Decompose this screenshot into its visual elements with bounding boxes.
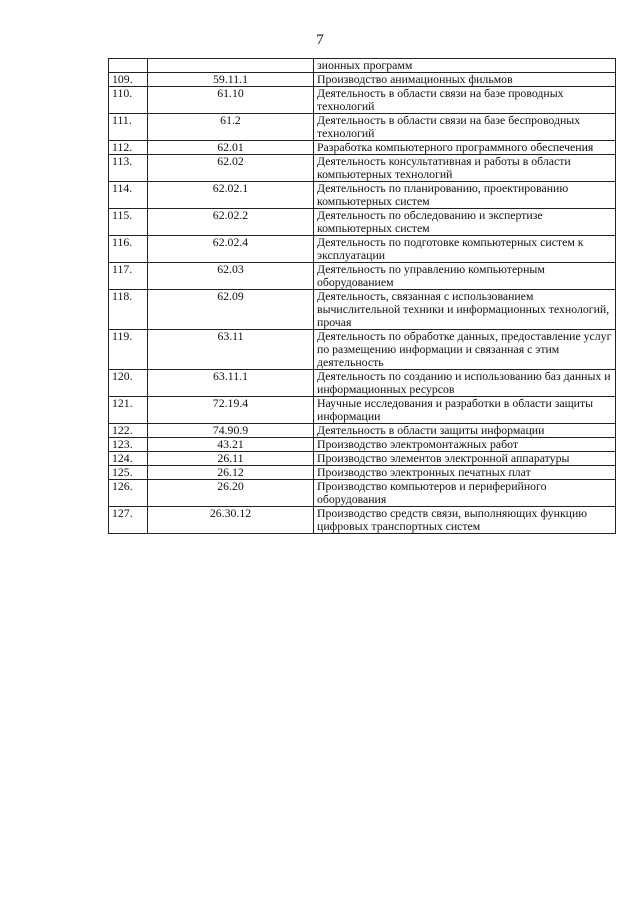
row-number-cell: 109. <box>109 73 148 87</box>
table-body <box>109 59 616 534</box>
table-row <box>109 73 616 87</box>
row-code-cell: 26.30.12 <box>148 507 314 534</box>
table-row <box>109 155 616 182</box>
table-row <box>109 263 616 290</box>
row-description-cell: Производство электромонтажных работ <box>314 438 616 452</box>
row-description-cell: Деятельность по обработке данных, предоставление услуг по размещению информации и связанная с этим деятельность <box>314 330 616 370</box>
row-number-cell: 127. <box>109 507 148 534</box>
table-row <box>109 452 616 466</box>
table-row <box>109 114 616 141</box>
row-code-cell: 63.11.1 <box>148 370 314 397</box>
row-code-cell: 26.12 <box>148 466 314 480</box>
page-number: 7 <box>316 32 324 48</box>
table-row <box>109 182 616 209</box>
row-code-cell: 74.90.9 <box>148 424 314 438</box>
row-description-cell: Деятельность в области связи на базе проводных технологий <box>314 87 616 114</box>
row-code-cell: 62.02 <box>148 155 314 182</box>
table-row <box>109 507 616 534</box>
row-description-cell: Деятельность в области защиты информации <box>314 424 616 438</box>
row-description-cell: Деятельность по обследованию и экспертизе компьютерных систем <box>314 209 616 236</box>
row-number-cell: 123. <box>109 438 148 452</box>
row-number-cell: 121. <box>109 397 148 424</box>
table-row <box>109 87 616 114</box>
row-number-cell: 112. <box>109 141 148 155</box>
row-code-cell: 62.09 <box>148 290 314 330</box>
row-number-cell: 117. <box>109 263 148 290</box>
row-code-cell: 26.11 <box>148 452 314 466</box>
row-description-cell: Деятельность, связанная с использованием вычислительной техники и информационных технологий, прочая <box>314 290 616 330</box>
row-number-cell: 111. <box>109 114 148 141</box>
table-row <box>109 370 616 397</box>
row-description-cell: Производство электронных печатных плат <box>314 466 616 480</box>
row-description-cell: Производство компьютеров и периферийного оборудования <box>314 480 616 507</box>
activities-table <box>108 58 616 534</box>
table-row <box>109 397 616 424</box>
row-number-cell: 114. <box>109 182 148 209</box>
row-number-cell: 113. <box>109 155 148 182</box>
row-description-cell: Деятельность по управлению компьютерным оборудованием <box>314 263 616 290</box>
row-number-cell: 124. <box>109 452 148 466</box>
table-row-continuation <box>109 59 616 73</box>
row-number-cell: 115. <box>109 209 148 236</box>
table-row <box>109 424 616 438</box>
row-code-cell: 72.19.4 <box>148 397 314 424</box>
row-description-cell: Деятельность по планированию, проектированию компьютерных систем <box>314 182 616 209</box>
table-row <box>109 236 616 263</box>
row-number-cell: 126. <box>109 480 148 507</box>
row-code-cell: 62.02.4 <box>148 236 314 263</box>
row-number-cell: 110. <box>109 87 148 114</box>
row-description-cell: Деятельность по созданию и использованию баз данных и информационных ресурсов <box>314 370 616 397</box>
table-row <box>109 438 616 452</box>
row-code-cell: 61.2 <box>148 114 314 141</box>
row-description-cell: Производство средств связи, выполняющих функцию цифровых транспортных систем <box>314 507 616 534</box>
row-description-cell: Деятельность по подготовке компьютерных систем к эксплуатации <box>314 236 616 263</box>
row-number-cell: 122. <box>109 424 148 438</box>
row-number-cell <box>109 59 148 73</box>
table-row <box>109 141 616 155</box>
row-code-cell: 61.10 <box>148 87 314 114</box>
row-number-cell: 125. <box>109 466 148 480</box>
row-description-cell: Деятельность в области связи на базе беспроводных технологий <box>314 114 616 141</box>
row-description-cell: Научные исследования и разработки в области защиты информации <box>314 397 616 424</box>
table-row <box>109 466 616 480</box>
row-description-cell: зионных программ <box>314 59 616 73</box>
row-code-cell: 26.20 <box>148 480 314 507</box>
table-row <box>109 209 616 236</box>
row-number-cell: 116. <box>109 236 148 263</box>
table-row <box>109 290 616 330</box>
table-row <box>109 330 616 370</box>
row-description-cell: Производство элементов электронной аппаратуры <box>314 452 616 466</box>
row-code-cell: 62.03 <box>148 263 314 290</box>
row-number-cell: 118. <box>109 290 148 330</box>
row-description-cell: Деятельность консультативная и работы в области компьютерных технологий <box>314 155 616 182</box>
row-code-cell: 62.02.1 <box>148 182 314 209</box>
row-code-cell: 59.11.1 <box>148 73 314 87</box>
row-number-cell: 120. <box>109 370 148 397</box>
row-code-cell: 43.21 <box>148 438 314 452</box>
table-row <box>109 480 616 507</box>
row-code-cell: 63.11 <box>148 330 314 370</box>
row-number-cell: 119. <box>109 330 148 370</box>
row-description-cell: Разработка компьютерного программного обеспечения <box>314 141 616 155</box>
row-code-cell: 62.01 <box>148 141 314 155</box>
row-code-cell: 62.02.2 <box>148 209 314 236</box>
row-description-cell: Производство анимационных фильмов <box>314 73 616 87</box>
row-code-cell <box>148 59 314 73</box>
